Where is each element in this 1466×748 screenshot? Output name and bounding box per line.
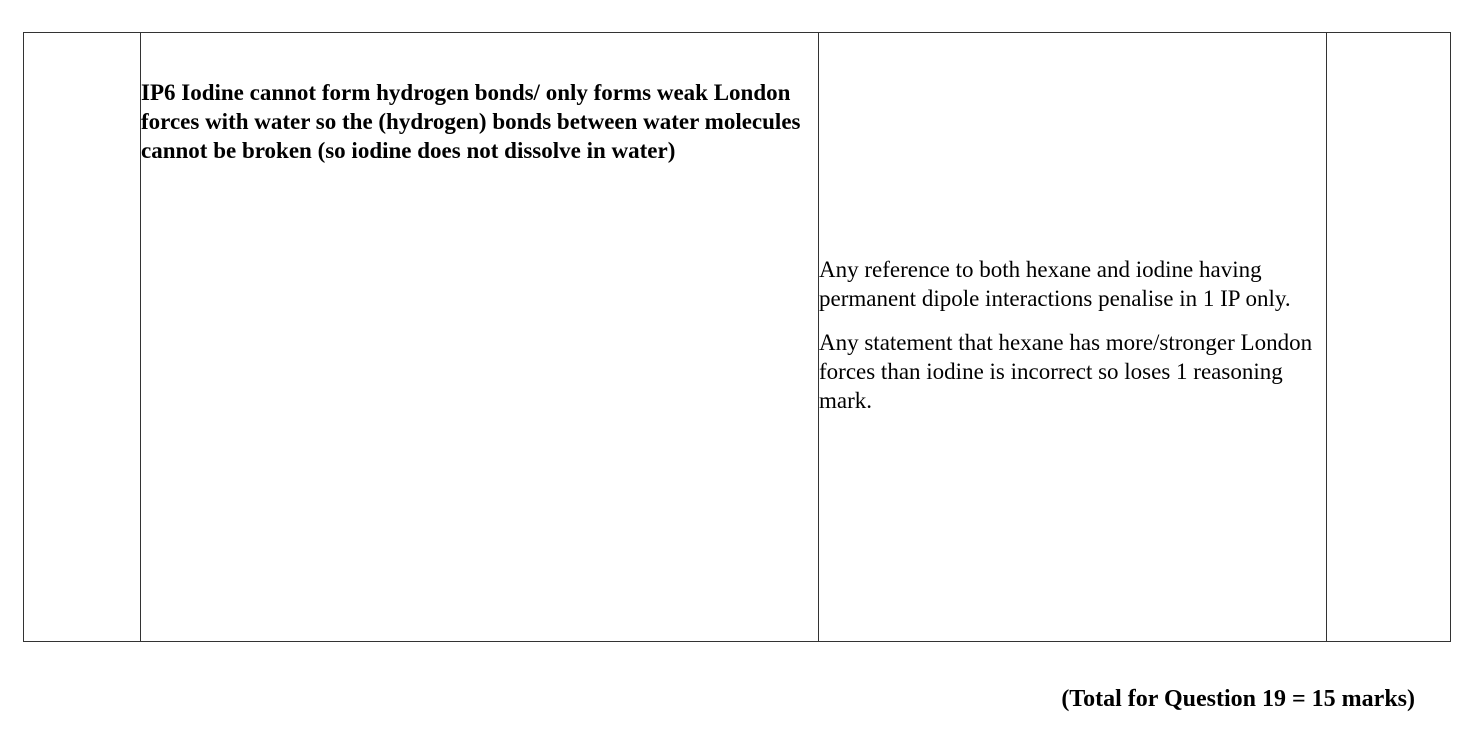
answer-text: IP6 Iodine cannot form hydrogen bonds/ only forms weak London forces with water so the (hydrogen) bonds between water molecules cannot be broken (so iodine does not dissolve in water) <box>141 80 801 163</box>
table-row <box>24 33 1451 642</box>
guidance-notes <box>819 255 1320 430</box>
question-number-cell <box>24 33 141 642</box>
guidance-note-1: Any reference to both hexane and iodine having permanent dipole interactions penalise in 1 IP only. <box>819 257 1291 311</box>
guidance-note-2: Any statement that hexane has more/stronger London forces than iodine is incorrect so loses 1 reasoning mark. <box>819 330 1313 413</box>
additional-guidance-cell <box>819 33 1327 642</box>
mark-scheme-table <box>23 32 1451 642</box>
answer-cell <box>141 33 819 642</box>
mark-cell <box>1327 33 1451 642</box>
question-total: (Total for Question 19 = 15 marks) <box>1061 686 1415 712</box>
